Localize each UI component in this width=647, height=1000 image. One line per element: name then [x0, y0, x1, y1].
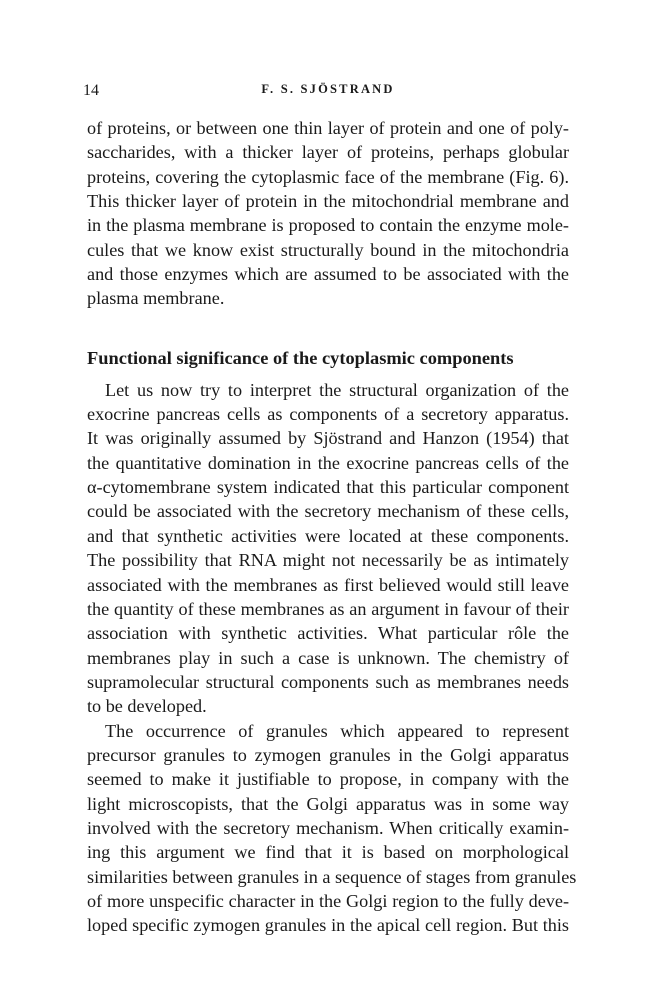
text-line: could be associated with the secretory mechanism of these cells,	[87, 501, 569, 522]
text-line: α-cytomembrane system indicated that this particular component	[87, 477, 569, 498]
text-line: This thicker layer of protein in the mitochondrial membrane and	[87, 191, 569, 212]
text-line: the quantitative domination in the exocrine pancreas cells of the	[87, 452, 569, 473]
text-line: the quantity of these membranes as an argument in favour of their	[87, 598, 569, 619]
text-line: association with synthetic activities. What particular rôle the	[87, 623, 569, 644]
running-head	[83, 80, 569, 102]
page-number: 14	[83, 82, 99, 99]
text-line: cules that we know exist structurally bound in the mitochondria	[87, 239, 569, 260]
text-line: loped specific zymogen granules in the apical cell region. But this	[87, 915, 569, 936]
text-line: plasma membrane.	[87, 288, 225, 309]
text-line: associated with the membranes as first believed would still leave	[87, 574, 569, 595]
running-title: F. S. SJÖSTRAND	[261, 82, 395, 96]
text-line: similarities between granules in a sequence of stages from granules	[87, 866, 577, 887]
text-line: precursor granules to zymogen granules in the Golgi apparatus	[87, 744, 569, 765]
text-line: proteins, covering the cytoplasmic face of the membrane (Fig. 6).	[87, 166, 569, 187]
text-line: of more unspecific character in the Golgi region to the fully deve-	[87, 890, 569, 911]
page	[83, 80, 577, 938]
text-line: involved with the secretory mechanism. When critically examin-	[87, 817, 569, 838]
text-line: and that synthetic activities were located at these components.	[87, 525, 569, 546]
text-line: to be developed.	[87, 696, 207, 717]
paragraph-3	[87, 719, 577, 938]
text-line: exocrine pancreas cells as components of a secretory apparatus.	[87, 404, 569, 425]
paragraph-2	[87, 378, 569, 719]
text-line: The possibility that RNA might not necessarily be as intimately	[87, 550, 569, 571]
text-line: in the plasma membrane is proposed to contain the enzyme mole-	[87, 215, 569, 236]
text-line: Let us now try to interpret the structural organization of the	[105, 379, 569, 400]
text-line: It was originally assumed by Sjöstrand and Hanzon (1954) that	[87, 428, 569, 449]
text-line: saccharides, with a thicker layer of proteins, perhaps globular	[87, 142, 569, 163]
text-line: seemed to make it justifiable to propose, in company with the	[87, 769, 569, 790]
text-line: of proteins, or between one thin layer of protein and one of poly-	[87, 118, 569, 138]
text-line: supramolecular structural components such as membranes needs	[87, 671, 569, 692]
section-heading: Functional significance of the cytoplasmic components	[87, 347, 514, 368]
paragraph-1	[87, 116, 569, 311]
text-line: The occurrence of granules which appeared to represent	[105, 720, 569, 741]
text-line: and those enzymes which are assumed to be associated with the	[87, 264, 569, 285]
text-line: light microscopists, that the Golgi apparatus was in some way	[87, 793, 569, 814]
text-line: ing this argument we find that it is based on morphological	[87, 842, 569, 863]
text-line: membranes play in such a case is unknown. The chemistry of	[87, 647, 569, 668]
